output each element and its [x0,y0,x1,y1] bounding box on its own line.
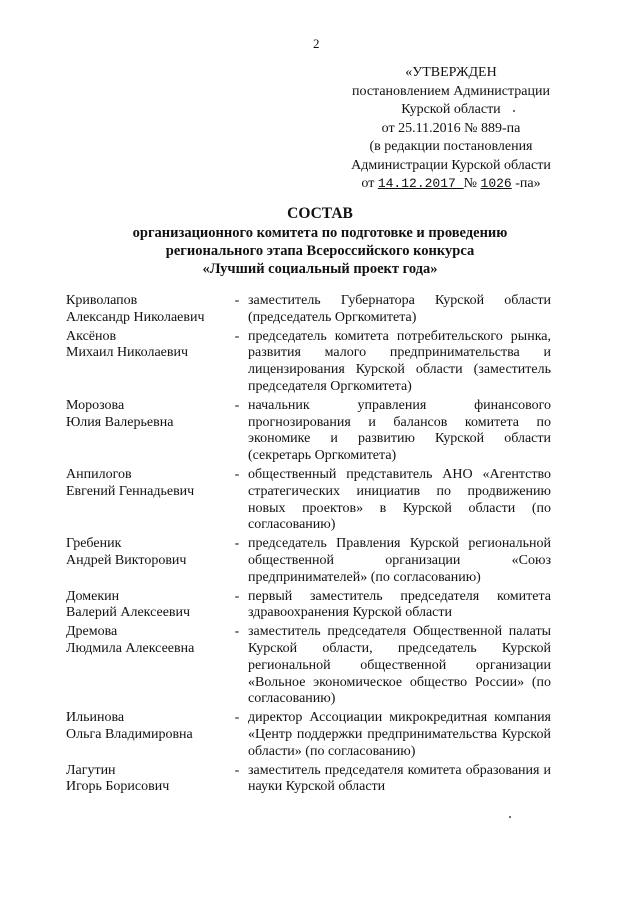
member-row [66,398,551,465]
approval-line: Администрации Курской области [351,157,551,173]
member-role: заместитель председателя Общественной палаты Курской области, председатель Курской региональной общественной организации «Вольное экономическое общество России» (по согласованию) [248,624,551,707]
member-row [66,624,551,708]
member-row [66,467,551,534]
scan-speck [509,816,511,818]
member-role: общественный представитель АНО «Агентство стратегических инициатив по продвижению новых проектов» в Курской области (по согласованию) [248,466,551,533]
member-given-names: Александр Николаевич [66,309,205,325]
document-heading [100,205,540,278]
member-row [66,329,551,396]
members-list [66,293,551,798]
member-given-names: Ольга Владимировна [66,726,193,742]
member-role: начальник управления финансового прогнозирования и балансов комитета по экономике и развитию Курской области (секретарь Оргкомитета) [248,397,551,464]
approval-line: от 25.11.2016 № 889-па [381,120,521,136]
member-name [66,710,226,760]
member-dash: - [234,624,240,640]
member-surname: Домекин [66,588,120,604]
document-title: СОСТАВ [287,205,353,222]
member-role: первый заместитель председателя комитета здравоохранения Курской области [248,588,551,621]
member-dash: - [234,397,240,413]
member-surname: Дремова [66,624,118,640]
member-surname: Аксёнов [66,328,117,344]
approval-line: (в редакции постановления [369,139,533,154]
member-given-names: Евгений Геннадьевич [66,483,195,499]
approval-line: Курской области [401,102,501,117]
member-name [66,536,226,586]
document-subtitle-line: регионального этапа Всероссийского конкурса [165,243,475,259]
approval-number-label: № [463,176,478,191]
scan-speck [513,110,515,112]
approval-line: «УТВЕРЖДЕН [405,65,497,80]
member-dash: - [234,328,240,344]
approval-line-date [336,175,566,194]
approval-line: постановлением Администрации [352,83,550,99]
member-row [66,763,551,797]
member-surname: Ильинова [66,710,125,726]
document-subtitle-line: «Лучший социальный проект года» [202,261,438,277]
member-dash: - [234,710,240,726]
member-name [66,398,226,465]
document-subtitle-line: организационного комитета по подготовке и проведению [132,225,508,241]
member-given-names: Андрей Викторович [66,552,187,568]
member-surname: Морозова [66,397,125,413]
member-dash: - [234,588,240,604]
member-role: председатель комитета потребительского рынка, развития малого предпринимательства и лицензирования Курской области (заместитель председателя Оргкомитета) [248,328,551,394]
member-row [66,589,551,623]
member-surname: Гребеник [66,536,122,552]
member-dash: - [234,293,240,308]
approval-number: 1026 [480,176,512,191]
member-dash: - [234,536,240,552]
member-given-names: Юлия Валерьевна [66,414,174,430]
member-name [66,589,226,623]
member-surname: Лагутин [66,762,116,778]
member-name [66,293,226,327]
member-dash: - [234,762,240,778]
member-row [66,536,551,586]
member-row [66,293,551,327]
member-name [66,624,226,708]
member-given-names: Михаил Николаевич [66,345,189,361]
member-surname: Анпилогов [66,466,132,482]
member-row [66,710,551,760]
member-name [66,763,226,797]
member-role: председатель Правления Курской региональной общественной организации «Союз предпринимателей» (по согласованию) [248,536,551,585]
page-number: 2 [313,36,320,51]
approval-from-label: от [361,176,378,191]
member-role: заместитель Губернатора Курской области (председатель Оргкомитета) [248,293,551,325]
member-name [66,329,226,396]
approval-date: 14.12.2017 [377,176,464,191]
member-given-names: Людмила Алексеевна [66,640,195,656]
member-given-names: Валерий Алексеевич [66,605,191,621]
member-surname: Криволапов [66,293,138,308]
member-role: директор Ассоциации микрокредитная компания «Центр поддержки предпринимательства Курской области» (по согласованию) [248,710,551,759]
member-dash: - [234,466,240,482]
approval-block [336,64,566,194]
member-name [66,467,226,534]
approval-suffix: -па» [515,176,541,191]
member-given-names: Игорь Борисович [66,779,170,795]
member-role: заместитель председателя комитета образования и науки Курской области [248,762,551,795]
